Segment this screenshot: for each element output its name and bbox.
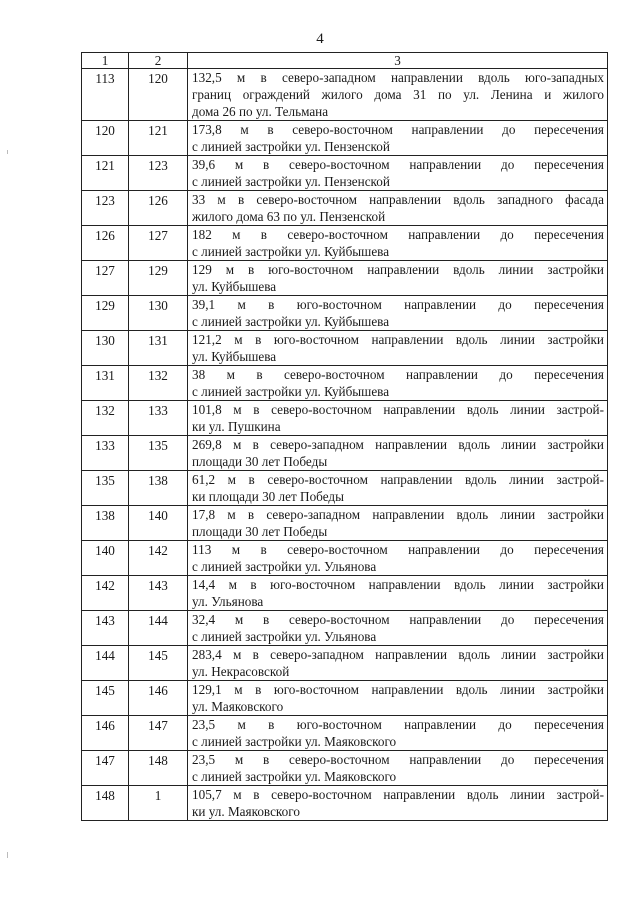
from-point-cell: 113: [82, 69, 129, 121]
table-row: [82, 576, 608, 611]
description-line: с линией застройки ул. Ульянова: [192, 559, 377, 574]
from-point-cell: 120: [82, 121, 129, 156]
segment-description-cell: [188, 331, 608, 366]
description-line: ул. Ульянова: [192, 594, 264, 609]
segment-description-cell: [188, 121, 608, 156]
segment-description-cell: [188, 156, 608, 191]
from-point-cell: 148: [82, 786, 129, 821]
table-row: [82, 506, 608, 541]
to-point-cell: 144: [129, 611, 188, 646]
description-line: с линией застройки ул. Куйбышева: [192, 314, 390, 329]
from-point-cell: 135: [82, 471, 129, 506]
to-point-cell: 1: [129, 786, 188, 821]
description-line: границ ограждений жилого дома 31 по ул. Ленина и жилого: [192, 87, 604, 102]
from-point-cell: 147: [82, 751, 129, 786]
to-point-cell: 147: [129, 716, 188, 751]
segment-description-cell: [188, 716, 608, 751]
from-point-cell: 132: [82, 401, 129, 436]
from-point-cell: 143: [82, 611, 129, 646]
segment-description-cell: [188, 226, 608, 261]
to-point-cell: 145: [129, 646, 188, 681]
description-line: с линией застройки ул. Маяковского: [192, 769, 397, 784]
table-row: [82, 261, 608, 296]
boundary-description-table: [81, 52, 608, 821]
description-line: ки площади 30 лет Победы: [192, 489, 344, 504]
to-point-cell: 130: [129, 296, 188, 331]
column-header-to-point: 2: [129, 53, 188, 69]
description-line: 182 м в северо-восточном направлении до пересечения: [192, 227, 604, 242]
description-line: 23,5 м в северо-восточном направлении до пересечения: [192, 752, 604, 767]
to-point-cell: 143: [129, 576, 188, 611]
from-point-cell: 129: [82, 296, 129, 331]
description-line: 14,4 м в юго-восточном направлении вдоль линии застройки: [192, 577, 604, 592]
table-row: [82, 191, 608, 226]
description-line: 269,8 м в северо-западном направлении вдоль линии застройки: [192, 437, 604, 452]
to-point-cell: 127: [129, 226, 188, 261]
description-line: ул. Некрасовской: [192, 664, 290, 679]
table-row: [82, 331, 608, 366]
description-line: ул. Маяковского: [192, 699, 284, 714]
from-point-cell: 123: [82, 191, 129, 226]
table-row: [82, 121, 608, 156]
description-line: 129 м в юго-восточном направлении вдоль линии застройки: [192, 262, 604, 277]
column-header-description: 3: [188, 53, 608, 69]
description-line: ки ул. Маяковского: [192, 804, 300, 819]
description-line: 132,5 м в северо-западном направлении вдоль юго-западных: [192, 70, 604, 85]
description-line: площади 30 лет Победы: [192, 454, 328, 469]
table-row: [82, 611, 608, 646]
segment-description-cell: [188, 261, 608, 296]
from-point-cell: 142: [82, 576, 129, 611]
table-row: [82, 296, 608, 331]
description-line: ки ул. Пушкина: [192, 419, 281, 434]
to-point-cell: 140: [129, 506, 188, 541]
table-row: [82, 69, 608, 121]
from-point-cell: 130: [82, 331, 129, 366]
to-point-cell: 123: [129, 156, 188, 191]
segment-description-cell: [188, 296, 608, 331]
to-point-cell: 138: [129, 471, 188, 506]
scan-margin-mark: [7, 150, 8, 154]
table-row: [82, 646, 608, 681]
table-row: [82, 471, 608, 506]
description-line: 113 м в северо-восточном направлении до пересечения: [192, 542, 604, 557]
description-line: 283,4 м в северо-западном направлении вдоль линии застройки: [192, 647, 604, 662]
segment-description-cell: [188, 681, 608, 716]
segment-description-cell: [188, 611, 608, 646]
to-point-cell: 121: [129, 121, 188, 156]
from-point-cell: 145: [82, 681, 129, 716]
scan-margin-mark: [7, 852, 8, 858]
to-point-cell: 120: [129, 69, 188, 121]
column-header-from-point: 1: [82, 53, 129, 69]
to-point-cell: 129: [129, 261, 188, 296]
description-line: 38 м в северо-восточном направлении до пересечения: [192, 367, 604, 382]
description-line: 105,7 м в северо-восточном направлении вдоль линии застрой-: [192, 787, 604, 802]
from-point-cell: 126: [82, 226, 129, 261]
table-row: [82, 716, 608, 751]
table-row: [82, 541, 608, 576]
segment-description-cell: [188, 69, 608, 121]
description-line: с линией застройки ул. Пензенской: [192, 139, 390, 154]
description-line: ул. Куйбышева: [192, 279, 277, 294]
to-point-cell: 132: [129, 366, 188, 401]
description-line: площади 30 лет Победы: [192, 524, 328, 539]
description-line: 23,5 м в юго-восточном направлении до пересечения: [192, 717, 604, 732]
description-line: 129,1 м в юго-восточном направлении вдоль линии застройки: [192, 682, 604, 697]
to-point-cell: 133: [129, 401, 188, 436]
from-point-cell: 144: [82, 646, 129, 681]
description-line: ул. Куйбышева: [192, 349, 277, 364]
description-line: 33 м в северо-восточном направлении вдоль западного фасада: [192, 192, 604, 207]
segment-description-cell: [188, 786, 608, 821]
to-point-cell: 135: [129, 436, 188, 471]
description-line: 39,6 м в северо-восточном направлении до пересечения: [192, 157, 604, 172]
table-row: [82, 156, 608, 191]
description-line: 17,8 м в северо-западном направлении вдоль линии застройки: [192, 507, 604, 522]
table-row: [82, 401, 608, 436]
description-line: 101,8 м в северо-восточном направлении вдоль линии застрой-: [192, 402, 604, 417]
to-point-cell: 126: [129, 191, 188, 226]
to-point-cell: 146: [129, 681, 188, 716]
to-point-cell: 142: [129, 541, 188, 576]
segment-description-cell: [188, 471, 608, 506]
segment-description-cell: [188, 366, 608, 401]
from-point-cell: 131: [82, 366, 129, 401]
segment-description-cell: [188, 576, 608, 611]
segment-description-cell: [188, 646, 608, 681]
description-line: с линией застройки ул. Маяковского: [192, 734, 397, 749]
description-line: 61,2 м в северо-восточном направлении вдоль линии застрой-: [192, 472, 604, 487]
to-point-cell: 131: [129, 331, 188, 366]
from-point-cell: 140: [82, 541, 129, 576]
description-line: дома 26 по ул. Тельмана: [192, 104, 329, 119]
description-line: 173,8 м в северо-восточном направлении до пересечения: [192, 122, 604, 137]
description-line: жилого дома 63 по ул. Пензенской: [192, 209, 386, 224]
description-line: с линией застройки ул. Куйбышева: [192, 384, 390, 399]
description-line: 39,1 м в юго-восточном направлении до пересечения: [192, 297, 604, 312]
description-line: с линией застройки ул. Ульянова: [192, 629, 377, 644]
from-point-cell: 121: [82, 156, 129, 191]
description-line: 32,4 м в северо-восточном направлении до пересечения: [192, 612, 604, 627]
segment-description-cell: [188, 191, 608, 226]
description-line: с линией застройки ул. Куйбышева: [192, 244, 390, 259]
table-row: [82, 366, 608, 401]
segment-description-cell: [188, 751, 608, 786]
from-point-cell: 146: [82, 716, 129, 751]
segment-description-cell: [188, 401, 608, 436]
table-row: [82, 751, 608, 786]
from-point-cell: 133: [82, 436, 129, 471]
from-point-cell: 127: [82, 261, 129, 296]
to-point-cell: 148: [129, 751, 188, 786]
table-row: [82, 786, 608, 821]
page-number: 4: [316, 31, 324, 47]
segment-description-cell: [188, 506, 608, 541]
table-row: [82, 681, 608, 716]
table-header-row: [82, 53, 608, 69]
table-row: [82, 226, 608, 261]
description-line: с линией застройки ул. Пензенской: [192, 174, 390, 189]
description-line: 121,2 м в юго-восточном направлении вдоль линии застройки: [192, 332, 604, 347]
segment-description-cell: [188, 541, 608, 576]
from-point-cell: 138: [82, 506, 129, 541]
segment-description-cell: [188, 436, 608, 471]
table-row: [82, 436, 608, 471]
